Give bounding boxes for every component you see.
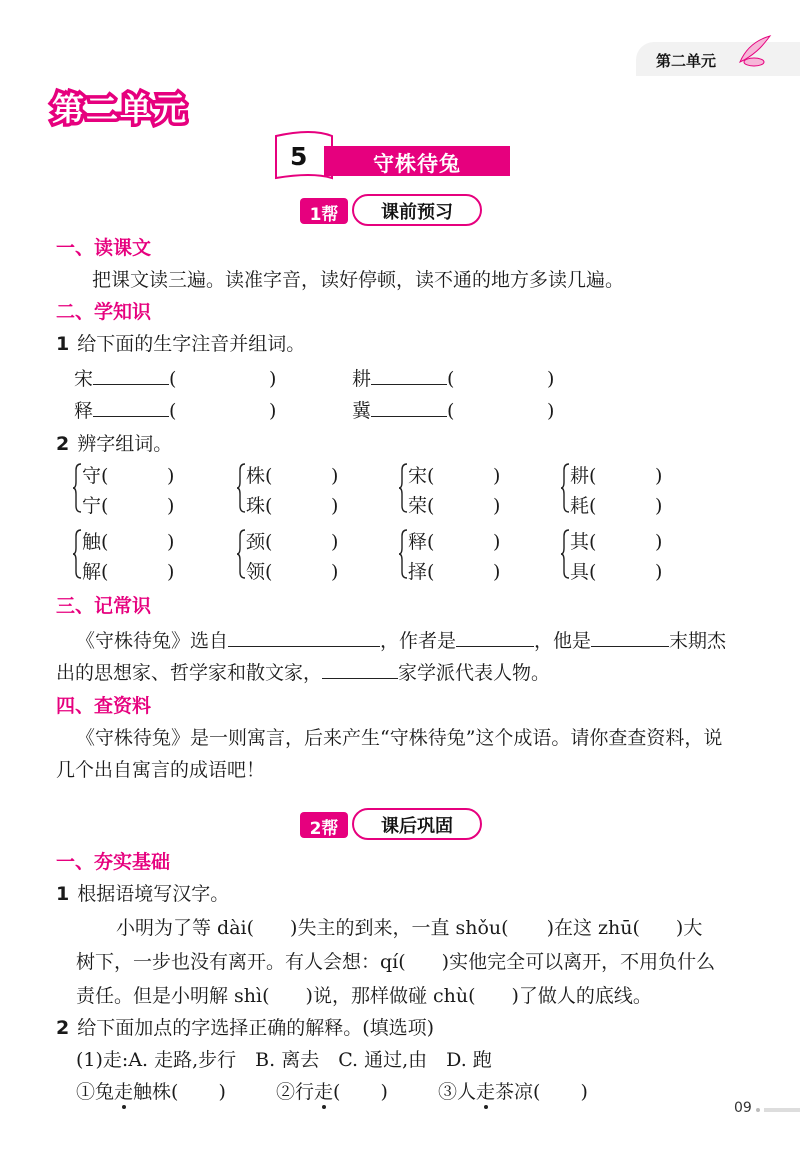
part2-title: 课后巩固 xyxy=(381,816,453,837)
group-item: 具( ) xyxy=(570,561,663,583)
paragraph: 《守株待兔》是一则寓言，后来产生“守株待兔”这个成语。请你查查资料，说 xyxy=(76,727,723,749)
question-number: 1 xyxy=(56,883,70,905)
blank-line[interactable] xyxy=(322,660,398,679)
character: 冀 xyxy=(352,400,372,422)
fill-item: 宋 ( ) xyxy=(74,368,277,390)
character: 守 xyxy=(82,465,102,487)
question-number: 1 xyxy=(56,333,70,355)
character: 择 xyxy=(408,561,428,583)
question-number: 2 xyxy=(56,1017,70,1039)
section-title: 三、记常识 xyxy=(56,595,152,617)
blank-line[interactable] xyxy=(93,366,169,385)
text: 出的思想家、哲学家和散文家， xyxy=(56,662,323,684)
brace xyxy=(398,528,408,580)
unit-title: 第二单元 xyxy=(52,90,189,128)
answer-item: ③人走茶凉( ) xyxy=(438,1081,588,1103)
blank-line[interactable] xyxy=(93,398,169,417)
brace xyxy=(560,528,570,580)
blank-line[interactable] xyxy=(591,628,669,647)
text: )在这 zhū( xyxy=(546,917,640,939)
text: 责任。但是小明解 shì( xyxy=(76,985,270,1007)
group-item: 株( ) xyxy=(246,465,339,487)
blank-line[interactable] xyxy=(371,398,447,417)
question-text: 根据语境写汉字。 xyxy=(77,883,230,905)
paragraph: 几个出自寓言的成语吧！ xyxy=(56,759,266,781)
text: ，作者是 xyxy=(380,630,457,652)
brace xyxy=(236,462,246,514)
character: 释 xyxy=(408,531,428,553)
blank-line[interactable] xyxy=(228,628,380,647)
question xyxy=(56,1016,434,1040)
group-item: 守( ) xyxy=(82,465,175,487)
group-item: 择( ) xyxy=(408,561,501,583)
brace xyxy=(560,462,570,514)
character: 解 xyxy=(82,561,102,583)
character: 宋 xyxy=(74,368,94,390)
dotted-char: 走 xyxy=(476,1081,496,1103)
character: 颈 xyxy=(246,531,266,553)
fill-item: 耕 ( ) xyxy=(352,368,555,390)
header-unit-tag: 第二单元 xyxy=(656,52,717,70)
part1-title: 课前预习 xyxy=(381,202,453,223)
text: )失主的到来，一直 shǒu( xyxy=(290,917,509,939)
group-item: 释( ) xyxy=(408,531,501,553)
text: ③人 xyxy=(438,1081,477,1103)
brace xyxy=(398,462,408,514)
paragraph xyxy=(76,950,715,974)
text: ①兔 xyxy=(76,1081,115,1103)
group-item: 领( ) xyxy=(246,561,339,583)
section-title: 一、读课文 xyxy=(56,237,152,259)
answer-item: ②行走( ) xyxy=(276,1081,388,1103)
group-item: 解( ) xyxy=(82,561,175,583)
question-text: 给下面的生字注音并组词。 xyxy=(77,333,306,355)
lesson-title: 守株待兔 xyxy=(373,152,461,176)
text: )说，那样做碰 chù( xyxy=(305,985,476,1007)
character: 珠 xyxy=(246,495,266,517)
character: 荣 xyxy=(408,495,428,517)
text: 小明为了等 dài( xyxy=(116,917,255,939)
text: ( xyxy=(333,1081,341,1103)
text: )了做人的底线。 xyxy=(511,985,652,1007)
question-text: 辨字组词。 xyxy=(77,433,173,455)
footer-dot xyxy=(756,1108,760,1112)
section-title: 二、学知识 xyxy=(56,301,152,323)
text: 末期杰 xyxy=(669,630,727,652)
character: 耕 xyxy=(352,368,372,390)
text: 《守株待兔》选自 xyxy=(76,630,229,652)
group-item: 耗( ) xyxy=(570,495,663,517)
blank-line[interactable] xyxy=(456,628,534,647)
character: 领 xyxy=(246,561,266,583)
footer-rule xyxy=(764,1108,800,1112)
group-item: 触( ) xyxy=(82,531,175,553)
text: ，他是 xyxy=(534,630,592,652)
group-item: 其( ) xyxy=(570,531,663,553)
lesson-number: 5 xyxy=(290,142,308,171)
character: 宋 xyxy=(408,465,428,487)
paragraph xyxy=(56,660,550,685)
brace xyxy=(72,528,82,580)
paragraph xyxy=(76,984,652,1008)
group-item: 颈( ) xyxy=(246,531,339,553)
character: 其 xyxy=(570,531,590,553)
character: 株 xyxy=(246,465,266,487)
section-title: 四、查资料 xyxy=(56,695,152,717)
text: )大 xyxy=(675,917,703,939)
question-number: 2 xyxy=(56,433,70,455)
text: )实他完全可以离开，不用负什么 xyxy=(441,951,716,973)
character: 耗 xyxy=(570,495,590,517)
character: 宁 xyxy=(82,495,102,517)
brace xyxy=(72,462,82,514)
question xyxy=(56,882,229,906)
paragraph xyxy=(116,916,702,940)
part2-badge: 2帮 xyxy=(309,819,339,839)
character: 触 xyxy=(82,531,102,553)
text: 树下，一步也没有离开。有人会想：qí( xyxy=(76,951,406,973)
text: 家学派代表人物。 xyxy=(398,662,551,684)
dotted-char: 走 xyxy=(114,1081,134,1103)
answer-item: ①兔走触株( ) xyxy=(76,1081,226,1103)
feather-pen-icon xyxy=(734,34,774,68)
question xyxy=(56,332,305,356)
brace xyxy=(236,528,246,580)
blank-line[interactable] xyxy=(371,366,447,385)
question-text: 给下面加点的字选择正确的解释。(填选项) xyxy=(77,1017,435,1039)
character: 释 xyxy=(74,400,94,422)
options: (1)走:A. 走路,步行 B. 离去 C. 通过,由 D. 跑 xyxy=(76,1049,492,1071)
question xyxy=(56,432,172,456)
page-number: 09 xyxy=(734,1100,752,1116)
dotted-char: 走 xyxy=(314,1081,334,1103)
fill-item: 冀 ( ) xyxy=(352,400,555,422)
paragraph: 把课文读三遍。读准字音，读好停顿，读不通的地方多读几遍。 xyxy=(92,269,625,291)
group-item: 荣( ) xyxy=(408,495,501,517)
fill-item: 释 ( ) xyxy=(74,400,277,422)
part1-badge: 1帮 xyxy=(309,205,339,225)
character: 耕 xyxy=(570,465,590,487)
text: ②行 xyxy=(276,1081,315,1103)
group-item: 珠( ) xyxy=(246,495,339,517)
group-item: 耕( ) xyxy=(570,465,663,487)
text: 触株( xyxy=(133,1081,179,1103)
character: 具 xyxy=(570,561,590,583)
group-item: 宁( ) xyxy=(82,495,175,517)
paragraph xyxy=(56,628,726,653)
group-item: 宋( ) xyxy=(408,465,501,487)
section-title: 一、夯实基础 xyxy=(56,851,171,873)
text: 茶凉( xyxy=(495,1081,541,1103)
